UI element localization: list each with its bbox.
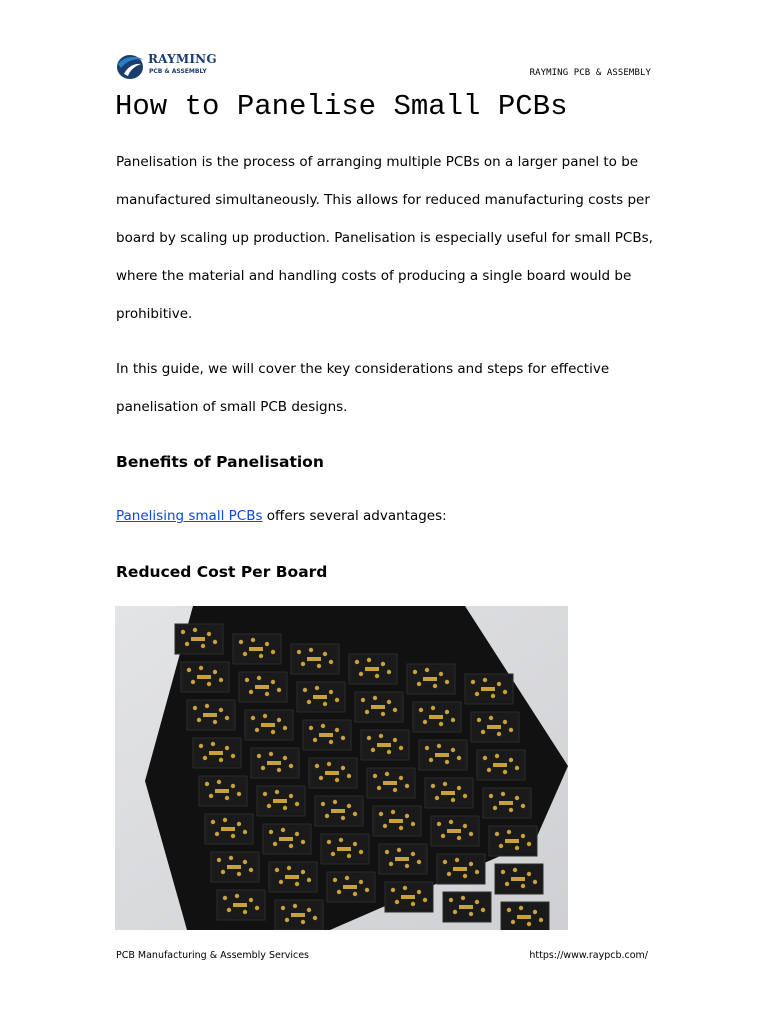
pcb-unit	[309, 758, 357, 788]
pcb-unit	[263, 824, 311, 854]
pcb-unit	[175, 624, 223, 654]
pcb-unit	[303, 720, 351, 750]
pcb-panel-photo	[115, 606, 568, 930]
page-title: How to Panelise Small PCBs	[115, 90, 568, 123]
pcb-unit	[355, 692, 403, 722]
pcb-unit	[321, 834, 369, 864]
pcb-unit	[385, 882, 433, 912]
pcb-unit	[437, 854, 485, 884]
pcb-unit	[275, 900, 323, 930]
header-company-name: RAYMING PCB & ASSEMBLY	[529, 68, 651, 78]
pcb-unit	[495, 864, 543, 894]
pcb-unit	[315, 796, 363, 826]
pcb-panel-illustration	[115, 606, 568, 930]
footer-url[interactable]: https://www.raypcb.com/	[529, 950, 648, 961]
pcb-unit	[193, 738, 241, 768]
logo-subtitle: PCB & ASSEMBLY	[149, 68, 207, 75]
pcb-unit	[205, 814, 253, 844]
pcb-unit	[465, 674, 513, 704]
pcb-unit	[431, 816, 479, 846]
footer-services: PCB Manufacturing & Assembly Services	[116, 950, 310, 961]
benefits-paragraph-text: offers several advantages:	[262, 508, 447, 524]
intro-paragraph: Panelisation is the process of arranging multiple PCBs on a larger panel to be manufactured simultaneously. This allows for reduced manufacturing costs per board by scaling up production. Panelisation is especially useful for small PCBs, where the material and handling costs of producing a single board would be prohibitive.	[116, 154, 653, 322]
pcb-unit	[251, 748, 299, 778]
pcb-unit	[245, 710, 293, 740]
pcb-unit	[361, 730, 409, 760]
pcb-unit	[471, 712, 519, 742]
benefits-paragraph	[116, 506, 447, 526]
pcb-unit	[349, 654, 397, 684]
pcb-unit	[419, 740, 467, 770]
pcb-unit	[239, 672, 287, 702]
guide-paragraph: In this guide, we will cover the key considerations and steps for effective panelisation of small PCB designs.	[116, 361, 610, 415]
pcb-unit	[211, 852, 259, 882]
pcb-unit	[367, 768, 415, 798]
rayming-swirl-logo-icon	[115, 52, 145, 80]
pcb-unit	[297, 682, 345, 712]
pcb-unit	[269, 862, 317, 892]
reduced-cost-heading: Reduced Cost Per Board	[116, 563, 328, 581]
pcb-unit	[379, 844, 427, 874]
logo-name: RAYMING	[148, 52, 217, 66]
pcb-unit	[187, 700, 235, 730]
pcb-unit	[291, 644, 339, 674]
pcb-unit	[489, 826, 537, 856]
pcb-unit	[407, 664, 455, 694]
pcb-unit	[413, 702, 461, 732]
pcb-unit	[217, 890, 265, 920]
benefits-heading: Benefits of Panelisation	[116, 453, 324, 471]
pcb-unit	[373, 806, 421, 836]
pcb-unit	[199, 776, 247, 806]
pcb-unit	[443, 892, 491, 922]
pcb-unit	[483, 788, 531, 818]
panelising-small-pcbs-link[interactable]: Panelising small PCBs	[116, 508, 263, 524]
pcb-unit	[257, 786, 305, 816]
pcb-unit	[425, 778, 473, 808]
rayming-logo	[115, 50, 215, 80]
pcb-unit	[327, 872, 375, 902]
pcb-unit	[233, 634, 281, 664]
pcb-unit	[181, 662, 229, 692]
pcb-unit	[501, 902, 549, 930]
pcb-unit	[477, 750, 525, 780]
